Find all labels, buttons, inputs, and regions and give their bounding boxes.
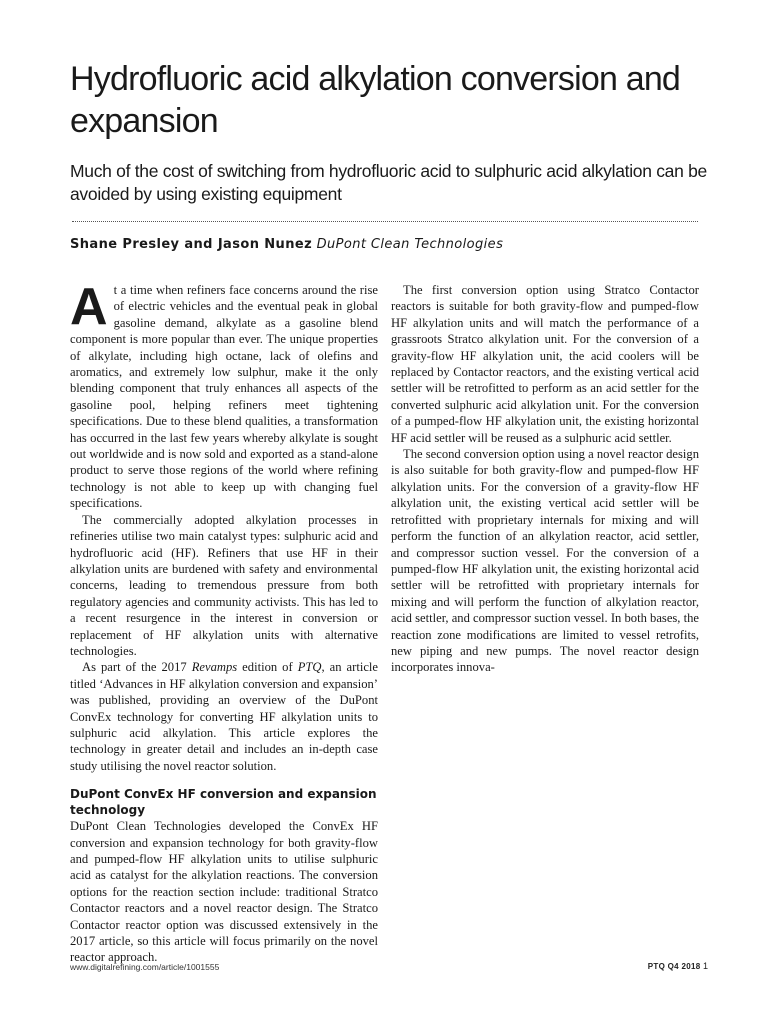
- paragraph-1-text: t a time when refiners face concerns around the rise of electric vehicles and the eventual peak in global gasoline demand, alkylate as a gasoline blend component is more popular than ever. The unique properties of alkylate, including high octane, lack of olefins and aromatics, and extremely low sulphur, make it the only blending component that truly enhances all aspects of the gasoline pool, helping refiners meet tightening specifications. Due to these blend qualities, a transformation has occurred in the last few years whereby alkylate is sought out worldwide and is now sold and exported as a stand-alone product to serve those regions of the world where refining technology is not able to keep up with changing fuel specifications.: [70, 283, 378, 511]
- column-right: [391, 282, 699, 676]
- ptq-title: PTQ: [297, 660, 322, 675]
- byline: [70, 237, 503, 252]
- section-subhead: DuPont ConvEx HF conversion and expansion technology: [70, 787, 377, 818]
- paragraph-6: The second conversion option using a novel reactor design is also suitable for both gravity-flow and pumped-flow HF alkylation units. For the conversion of a gravity-flow HF alkylation unit, the existing vertical acid settler will be retrofitted with proprietary internals for mixing and will perform the function of an alkylation reactor, acid settler, and compressor suction vessel. For the conversion of a pumped-flow HF alkylation unit, the existing horizontal acid settler will be retrofitted with proprietary internals for mixing and will perform the function of alkylation reactor, acid settler, and compressor suction vessel. In both bases, the reaction zone modifications are limited to vessel retrofits, new piping and new pumps. The novel reactor design incorporates innova-: [391, 447, 699, 675]
- footer-publication: PTQ Q4 2018: [647, 962, 701, 971]
- byline-organization: DuPont Clean Technologies: [316, 237, 504, 252]
- dotted-divider: [72, 221, 698, 222]
- paragraph-2: The commercially adopted alkylation processes in refineries utilise two main catalyst types: sulphuric acid and hydrofluoric acid (HF). Refiners that use HF in their alkylation units are burdened with safety and environmental concerns, leading to tremendous pressure from both regulatory agencies and community activists. This has led to a recent resurgence in the interest in conversion or replacement of HF alkylation units with alternative technologies.: [70, 512, 378, 658]
- byline-authors: Shane Presley and Jason Nunez: [70, 237, 313, 252]
- footer-page-number: 1: [702, 961, 708, 971]
- drop-cap: A: [70, 278, 108, 336]
- paragraph-1: [70, 278, 378, 512]
- article-standfirst: Much of the cost of switching from hydrofluoric acid to sulphuric acid alkylation can be avoided by using existing equipment: [70, 161, 707, 204]
- paragraph-3-text-c: , an article titled ‘Advances in HF alkylation conversion and expansion’ was published, providing an overview of the DuPont ConvEx technology for converting HF alkylation units to sulphuric acid alkylation. This article explores the technology in greater detail and includes an in-depth case study utilising the novel reactor solution.: [70, 660, 379, 773]
- paragraph-3-text-b: edition of: [237, 660, 298, 675]
- paragraph-4: DuPont Clean Technologies developed the ConvEx HF conversion and expansion technology for both gravity-flow and pumped-flow HF alkylation units to utilise sulphuric acid as catalyst for the alkylation reactions. The conversion options for the reaction section include: traditional Stratco Contactor reactors and a novel reactor design. The Stratco Contactor reactor option was discussed extensively in the 2017 article, so this article will focus primarily on the novel reactor approach.: [70, 819, 378, 965]
- paragraph-3: [70, 659, 378, 774]
- column-left: [70, 278, 379, 966]
- revamps-title: Revamps: [191, 660, 238, 675]
- article-title: Hydrofluoric acid alkylation conversion and expansion: [70, 60, 681, 140]
- footer-page-info: [648, 961, 708, 971]
- paragraph-5: The first conversion option using Stratco Contactor reactors is suitable for both gravity-flow and pumped-flow HF alkylation units and will match the performance of a grassroots Stratco alkylation unit. For the conversion of a gravity-flow HF alkylation unit, the acid coolers will be replaced by Contactor reactors, and the existing vertical acid settler will be retrofitted to perform as an acid settler for the converted sulphuric acid alkylation unit. For the conversion of a pumped-flow HF alkylation unit, the existing horizontal HF acid settler will be reused as a sulphuric acid settler.: [391, 283, 699, 445]
- footer-url[interactable]: www.digitalrefining.com/article/1001555: [70, 962, 220, 972]
- paragraph-3-text-a: As part of the 2017: [82, 660, 192, 675]
